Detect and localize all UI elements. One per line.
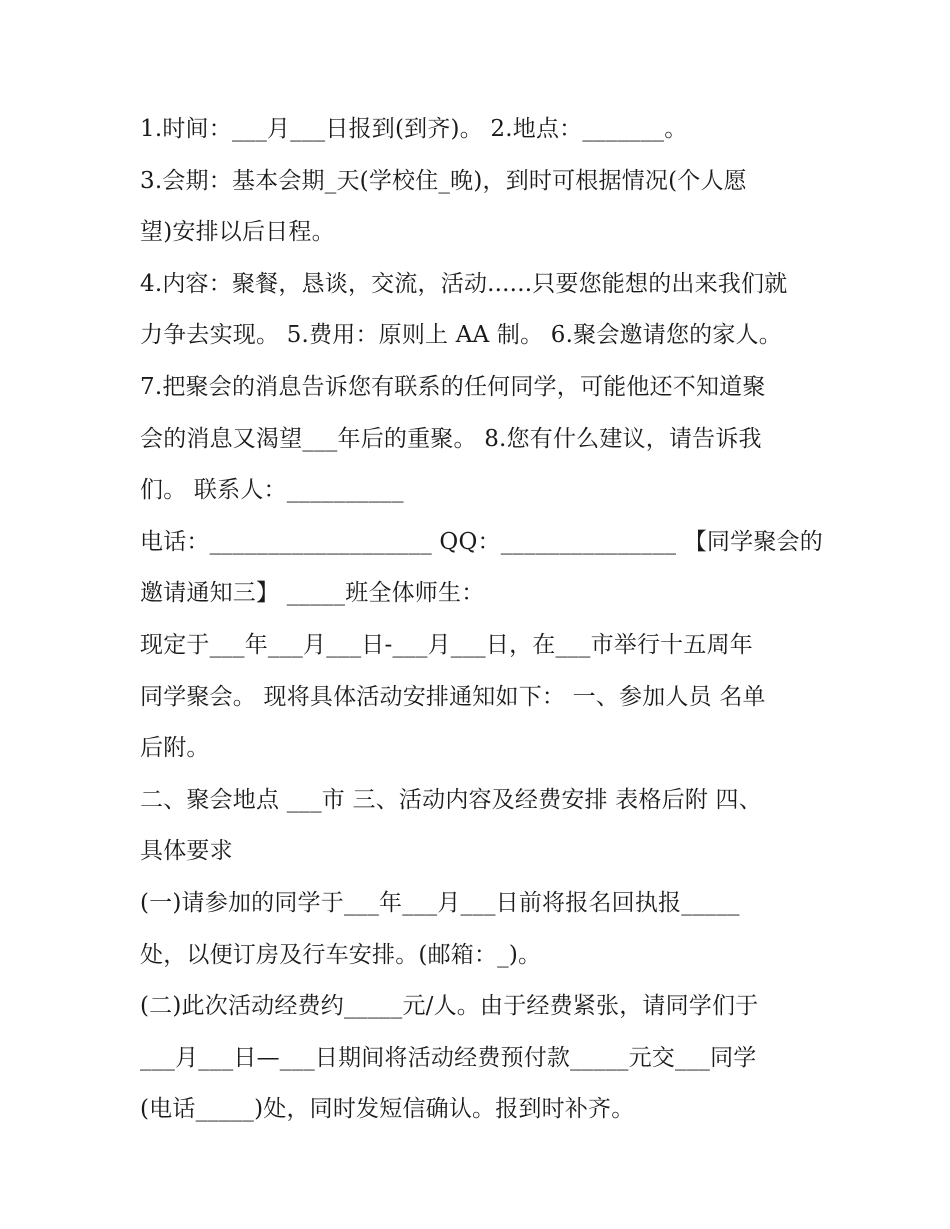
text-line: 处，以便订房及行车安排。(邮箱：_)。 — [140, 941, 542, 968]
text-line: 电话：___________________ QQ：_______________ 【同学聚会的 — [140, 528, 823, 555]
text-line: 望)安排以后日程。 — [140, 219, 335, 246]
text-line: 4.内容：聚餐，恳谈，交流，活动......只要您能想的出来我们就 — [140, 270, 788, 297]
document-body — [140, 104, 823, 1136]
text-line: 现定于___年___月___日-___月___日，在___市举行十五周年 — [140, 631, 753, 658]
text-line: 们。 联系人：__________ — [140, 477, 404, 504]
text-line: 二、聚会地点 ___市 三、活动内容及经费安排 表格后附 四、 — [140, 786, 762, 813]
text-line: ___月___日—___日期间将活动经费预付款_____元交___同学 — [140, 1044, 757, 1071]
text-line: 力争去实现。 5.费用：原则上 AA 制。 6.聚会邀请您的家人。 — [140, 322, 782, 349]
text-line: 具体要求 — [140, 838, 233, 865]
text-line: 3.会期：基本会期_天(学校住_晚)，到时可根据情况(个人愿 — [140, 167, 747, 194]
text-line: 1.时间：___月___日报到(到齐)。 2.地点：_______。 — [140, 116, 688, 142]
text-line: 后附。 — [140, 735, 210, 762]
text-line: (电话_____)处，同时发短信确认。报到时补齐。 — [140, 1096, 635, 1123]
text-line: 会的消息又渴望___年后的重聚。 8.您有什么建议，请告诉我 — [140, 425, 762, 452]
text-line: 7.把聚会的消息告诉您有联系的任何同学，可能他还不知道聚 — [140, 373, 766, 400]
text-line: (一)请参加的同学于___年___月___日前将报名回执报_____ — [140, 889, 740, 916]
text-line: 邀请通知三】 _____班全体师生： — [140, 580, 485, 607]
text-line: 同学聚会。 现将具体活动安排通知如下： 一、参加人员 名单 — [140, 683, 766, 710]
text-line: (二)此次活动经费约_____元/人。由于经费紧张，请同学们于 — [140, 993, 759, 1020]
